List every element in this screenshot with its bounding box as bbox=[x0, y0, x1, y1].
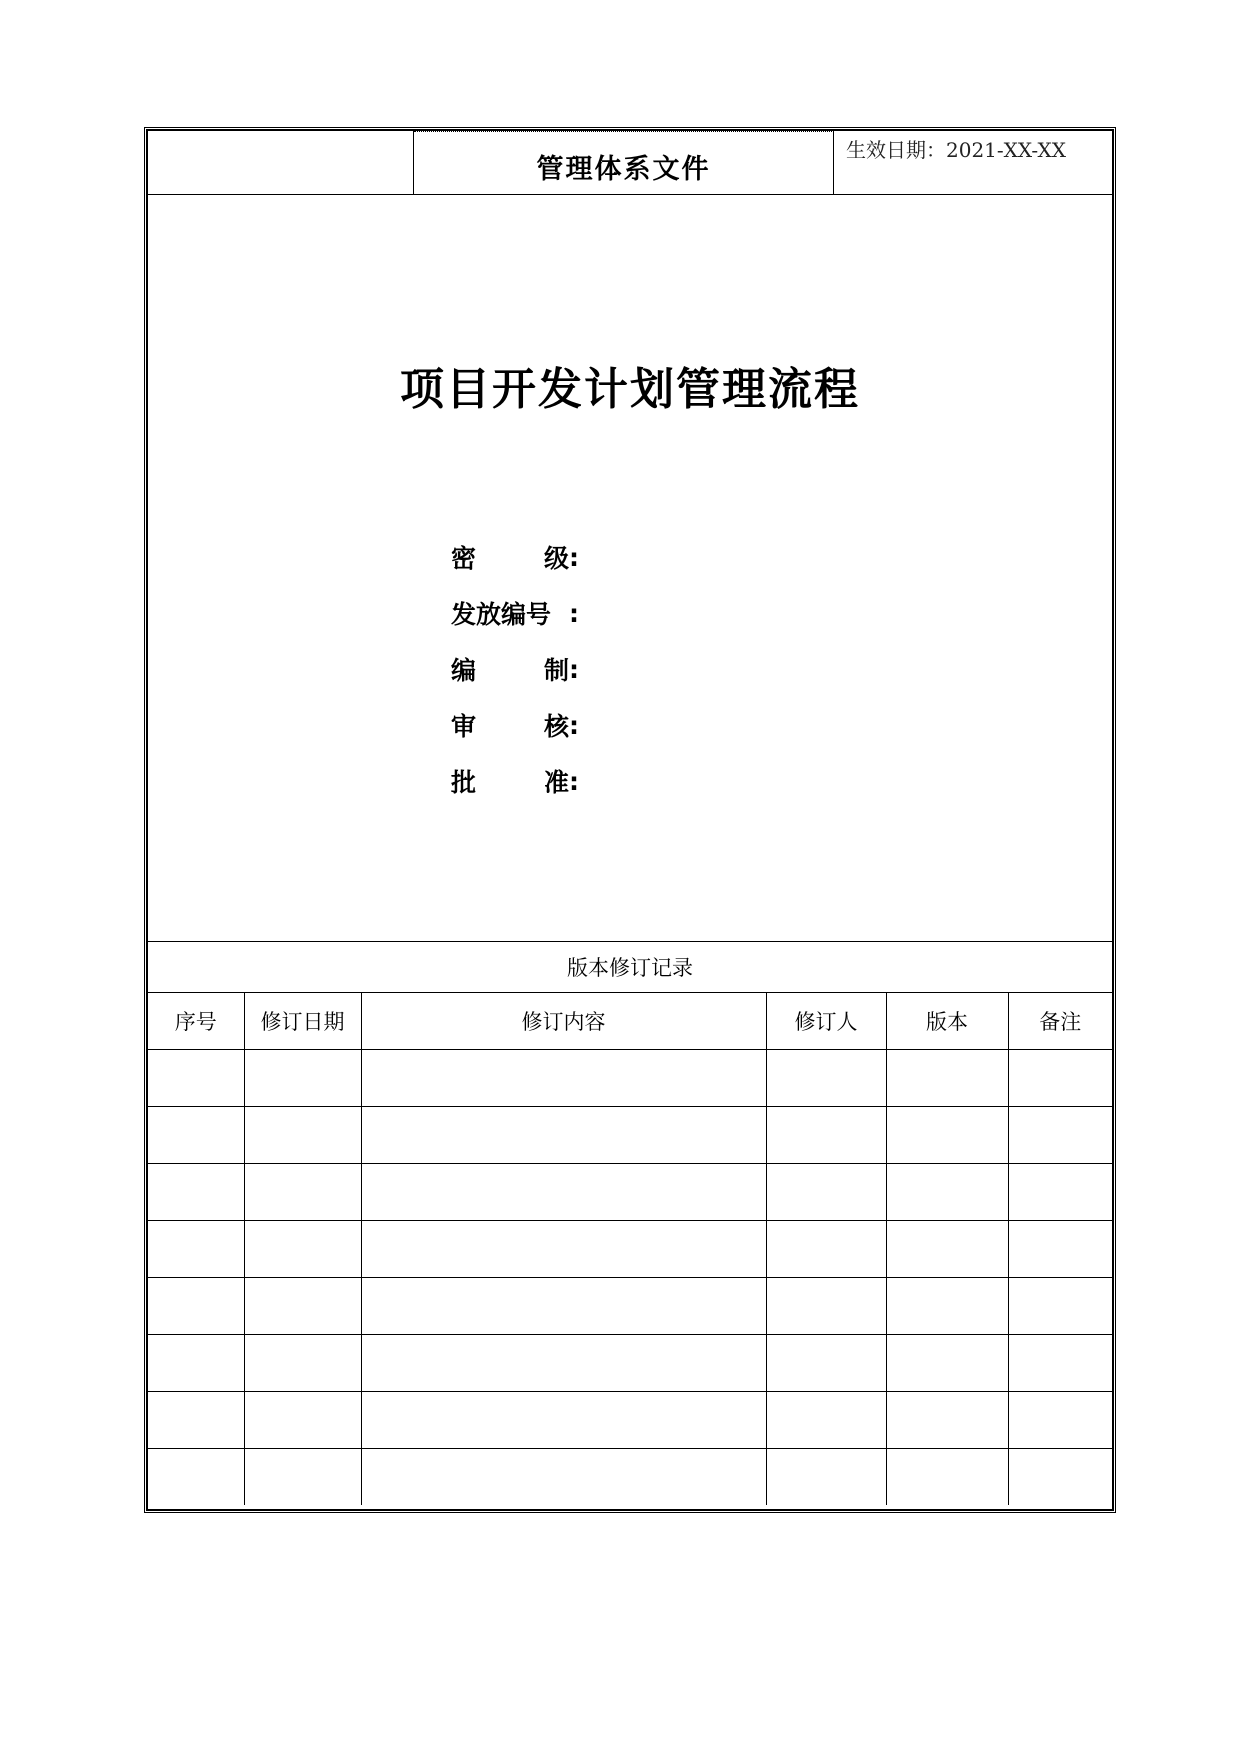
table-cell[interactable] bbox=[361, 1107, 766, 1164]
document-title: 项目开发计划管理流程 bbox=[400, 364, 860, 415]
field-label: 密 bbox=[451, 544, 477, 573]
field-issue-number bbox=[451, 585, 589, 641]
table-cell[interactable] bbox=[148, 1107, 244, 1164]
table-row bbox=[148, 1050, 1112, 1107]
table-cell[interactable] bbox=[148, 1278, 244, 1335]
table-cell[interactable] bbox=[766, 1107, 886, 1164]
table-cell[interactable] bbox=[886, 1050, 1008, 1107]
table-cell[interactable] bbox=[766, 1221, 886, 1278]
table-row bbox=[148, 1278, 1112, 1335]
table-cell[interactable] bbox=[1008, 1335, 1112, 1392]
table-cell[interactable] bbox=[886, 1221, 1008, 1278]
field-label: 准 bbox=[543, 768, 569, 797]
col-header-version: 版本 bbox=[886, 993, 1008, 1050]
table-cell[interactable] bbox=[244, 1164, 361, 1221]
field-label: 发放编号 bbox=[451, 600, 552, 629]
field-label: 审 bbox=[451, 712, 477, 741]
table-cell[interactable] bbox=[244, 1221, 361, 1278]
table-row bbox=[148, 1164, 1112, 1221]
revision-table bbox=[148, 993, 1112, 1505]
field-label: 核 bbox=[543, 712, 569, 741]
field-colon: : bbox=[569, 598, 579, 628]
revision-header-row bbox=[148, 993, 1112, 1050]
table-cell[interactable] bbox=[244, 1107, 361, 1164]
table-cell[interactable] bbox=[148, 1221, 244, 1278]
table-cell[interactable] bbox=[244, 1335, 361, 1392]
field-colon: : bbox=[569, 710, 579, 740]
table-cell[interactable] bbox=[1008, 1392, 1112, 1449]
field-colon: : bbox=[569, 542, 579, 572]
revision-caption: 版本修订记录 bbox=[148, 941, 1112, 993]
table-cell[interactable] bbox=[766, 1278, 886, 1335]
table-cell[interactable] bbox=[1008, 1050, 1112, 1107]
header-row bbox=[148, 131, 1112, 195]
table-cell[interactable] bbox=[886, 1335, 1008, 1392]
col-header-remarks: 备注 bbox=[1008, 993, 1112, 1050]
col-header-reviser: 修订人 bbox=[766, 993, 886, 1050]
table-cell[interactable] bbox=[361, 1050, 766, 1107]
system-title-cell bbox=[414, 131, 834, 194]
field-colon: : bbox=[569, 766, 579, 796]
table-cell[interactable] bbox=[361, 1449, 766, 1506]
col-header-content: 修订内容 bbox=[361, 993, 766, 1050]
table-cell[interactable] bbox=[361, 1221, 766, 1278]
table-cell[interactable] bbox=[886, 1392, 1008, 1449]
table-cell[interactable] bbox=[1008, 1278, 1112, 1335]
table-cell[interactable] bbox=[361, 1164, 766, 1221]
table-cell[interactable] bbox=[766, 1050, 886, 1107]
field-security-level bbox=[451, 529, 589, 585]
table-cell[interactable] bbox=[1008, 1164, 1112, 1221]
field-label: 编 bbox=[451, 656, 477, 685]
table-cell[interactable] bbox=[244, 1449, 361, 1506]
table-cell[interactable] bbox=[1008, 1221, 1112, 1278]
field-prepared-by bbox=[451, 641, 589, 697]
revision-record bbox=[148, 941, 1112, 1505]
field-label: 级 bbox=[543, 544, 569, 573]
table-row bbox=[148, 1392, 1112, 1449]
col-header-seq: 序号 bbox=[148, 993, 244, 1050]
table-cell[interactable] bbox=[1008, 1107, 1112, 1164]
table-cell[interactable] bbox=[148, 1449, 244, 1506]
table-cell[interactable] bbox=[361, 1335, 766, 1392]
table-cell[interactable] bbox=[766, 1449, 886, 1506]
table-cell[interactable] bbox=[886, 1449, 1008, 1506]
table-cell[interactable] bbox=[148, 1050, 244, 1107]
table-cell[interactable] bbox=[886, 1107, 1008, 1164]
table-cell[interactable] bbox=[361, 1278, 766, 1335]
approval-fields bbox=[451, 529, 589, 809]
table-cell[interactable] bbox=[886, 1164, 1008, 1221]
table-cell[interactable] bbox=[1008, 1449, 1112, 1506]
table-cell[interactable] bbox=[148, 1335, 244, 1392]
table-cell[interactable] bbox=[148, 1164, 244, 1221]
table-row bbox=[148, 1107, 1112, 1164]
table-cell[interactable] bbox=[766, 1392, 886, 1449]
table-cell[interactable] bbox=[361, 1392, 766, 1449]
table-row bbox=[148, 1449, 1112, 1506]
field-label: 批 bbox=[451, 768, 477, 797]
field-approved-by bbox=[451, 753, 589, 809]
document-frame bbox=[146, 129, 1114, 1511]
effective-date: 生效日期：2021-XX-XX bbox=[846, 138, 1066, 162]
date-cell bbox=[834, 131, 1112, 194]
table-cell[interactable] bbox=[766, 1164, 886, 1221]
table-row bbox=[148, 1221, 1112, 1278]
table-cell[interactable] bbox=[148, 1392, 244, 1449]
table-cell[interactable] bbox=[244, 1392, 361, 1449]
col-header-date: 修订日期 bbox=[244, 993, 361, 1050]
field-reviewed-by bbox=[451, 697, 589, 753]
field-label: 制 bbox=[543, 656, 569, 685]
field-colon: : bbox=[569, 654, 579, 684]
table-cell[interactable] bbox=[244, 1278, 361, 1335]
table-cell[interactable] bbox=[244, 1050, 361, 1107]
table-row bbox=[148, 1335, 1112, 1392]
table-cell[interactable] bbox=[886, 1278, 1008, 1335]
logo-cell bbox=[148, 131, 414, 194]
system-title: 管理体系文件 bbox=[536, 153, 711, 185]
table-cell[interactable] bbox=[766, 1335, 886, 1392]
